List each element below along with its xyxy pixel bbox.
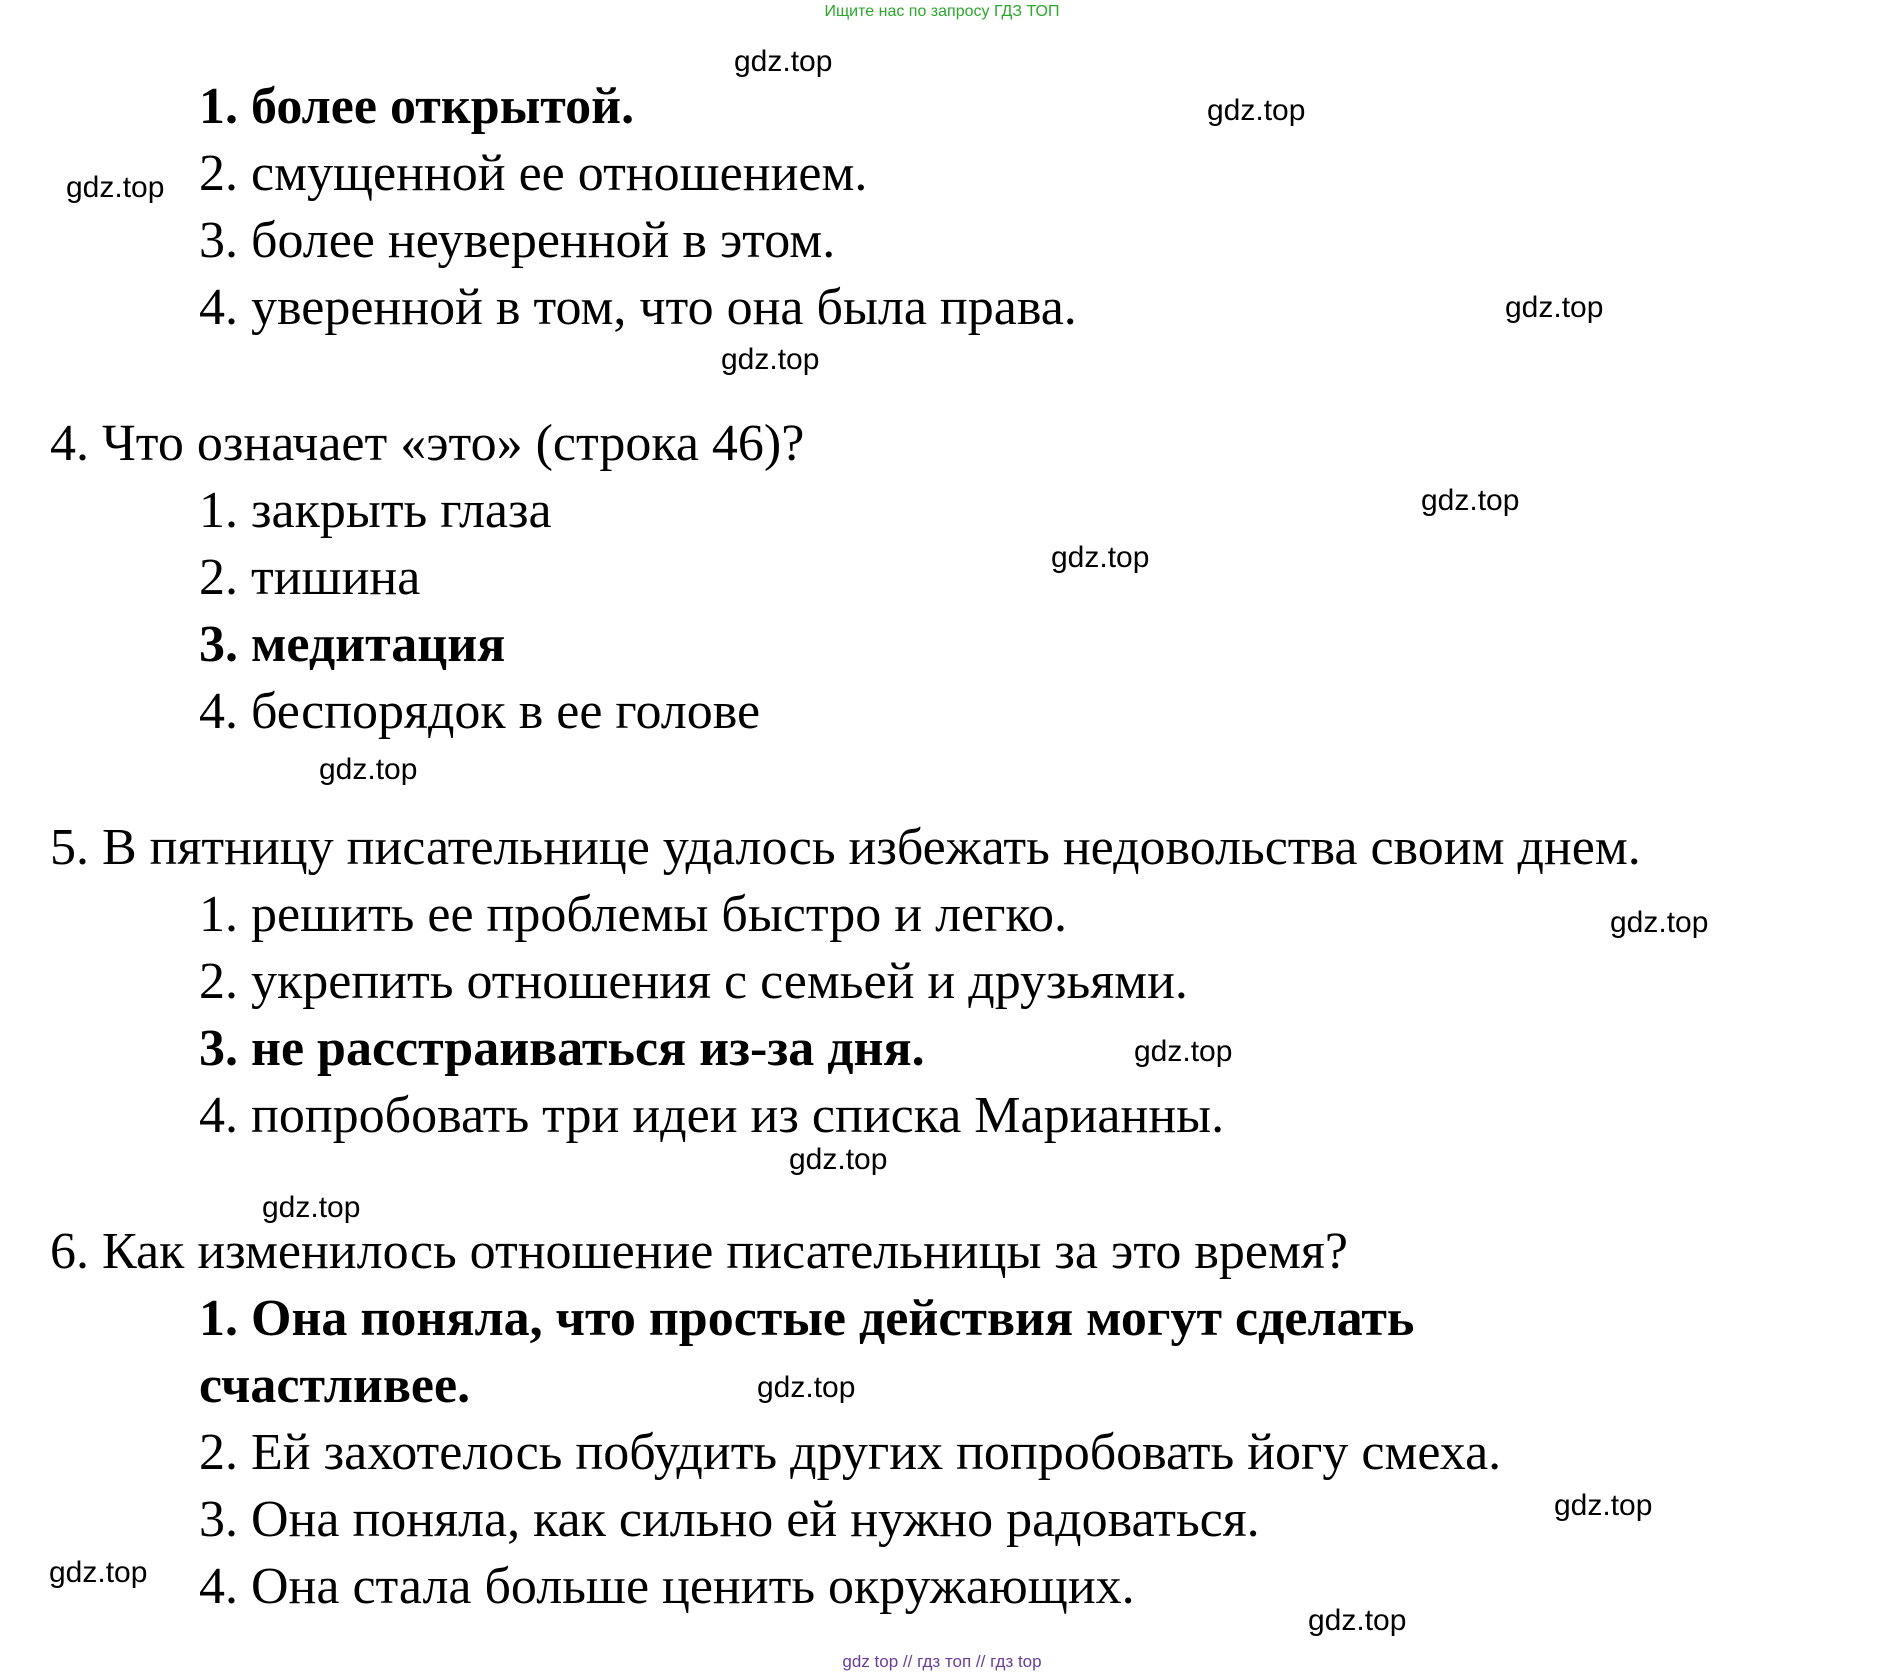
q5-option-1: 1. решить ее проблемы быстро и легко. xyxy=(199,886,1068,943)
watermark: gdz.top xyxy=(789,1143,888,1176)
q5-option-4: 4. попробовать три идеи из списка Марианны. xyxy=(199,1087,1225,1144)
watermark: gdz.top xyxy=(1421,484,1520,517)
q3-option-1-answer: 1. более открытой. xyxy=(199,78,635,135)
top-banner: Ищите нас по запросу ГДЗ ТОП xyxy=(824,3,1060,20)
q5-option-2: 2. укрепить отношения с семьей и друзьями. xyxy=(199,953,1188,1010)
q6-option-1-answer-continued: счастливее. xyxy=(199,1357,471,1414)
q4-question: 4. Что означает «это» (строка 46)? xyxy=(50,415,805,472)
q3-option-4: 4. уверенной в том, что она была права. xyxy=(199,279,1077,336)
q4-option-4: 4. беспорядок в ее голове xyxy=(199,683,761,740)
q4-option-1: 1. закрыть глаза xyxy=(199,482,552,539)
watermark: gdz.top xyxy=(1207,94,1306,127)
watermark: gdz.top xyxy=(1505,291,1604,324)
q5-question: 5. В пятницу писательнице удалось избежать недовольства своим днем. xyxy=(50,819,1641,876)
watermark: gdz.top xyxy=(319,753,418,786)
q6-question: 6. Как изменилось отношение писательницы за это время? xyxy=(50,1223,1348,1280)
watermark: gdz.top xyxy=(49,1556,148,1589)
watermark: gdz.top xyxy=(1610,906,1709,939)
q3-option-3: 3. более неуверенной в этом. xyxy=(199,212,836,269)
watermark: gdz.top xyxy=(734,45,833,78)
q4-option-3-answer: 3. медитация xyxy=(199,616,506,673)
watermark: gdz.top xyxy=(1051,541,1150,574)
q5-option-3-answer: 3. не расстраиваться из-за дня. xyxy=(199,1020,925,1077)
q6-option-2: 2. Ей захотелось побудить других попробовать йогу смеха. xyxy=(199,1424,1502,1481)
q3-option-2: 2. смущенной ее отношением. xyxy=(199,145,868,202)
watermark: gdz.top xyxy=(262,1191,361,1224)
footer-text: gdz top // гдз топ // гдз top xyxy=(842,1652,1042,1671)
watermark: gdz.top xyxy=(66,171,165,204)
watermark: gdz.top xyxy=(757,1371,856,1404)
q6-option-4: 4. Она стала больше ценить окружающих. xyxy=(199,1558,1135,1615)
q6-option-1-answer: 1. Она поняла, что простые действия могут сделать xyxy=(199,1290,1415,1347)
q4-option-2: 2. тишина xyxy=(199,549,421,606)
watermark: gdz.top xyxy=(1308,1604,1407,1637)
watermark: gdz.top xyxy=(1554,1489,1653,1522)
watermark: gdz.top xyxy=(721,343,820,376)
q6-option-3: 3. Она поняла, как сильно ей нужно радоваться. xyxy=(199,1491,1260,1548)
watermark: gdz.top xyxy=(1134,1035,1233,1068)
